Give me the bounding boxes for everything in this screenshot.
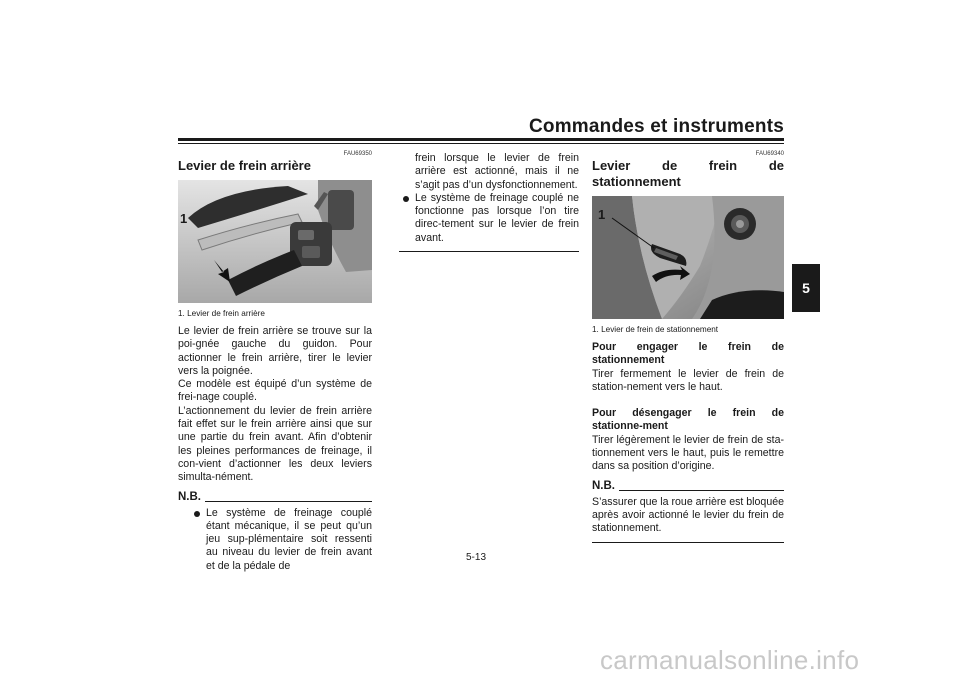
chapter-tab: 5	[792, 264, 820, 312]
header-rule	[178, 138, 784, 141]
bullet-text: Le système de freinage couplé étant mécanique, il se peut qu’un jeu sup-plémentaire soit ressenti au niveau du levier de frein avant et de la pédale de	[206, 506, 372, 572]
section-title: Levier de frein de stationnement	[592, 158, 784, 189]
page-header-title: Commandes et instruments	[528, 116, 784, 137]
body-paragraph: L’actionnement du levier de frein arrière fait effet sur le frein arrière ainsi que sur une partie du frein avant. Afin d’obtenir les pleines performances de freinage, il con-vient d’actionner les deux leviers simulta-nément.	[178, 404, 372, 484]
nb-heading	[178, 491, 372, 504]
middle-column	[399, 152, 579, 252]
reference-code: FAU69340	[755, 151, 784, 157]
body-paragraph: Le levier de frein arrière se trouve sur la poi-gnée gauche du guidon. Pour actionner le frein arrière, tirer le levier vers la poignée.	[178, 325, 372, 377]
figure-caption: 1. Levier de frein de stationnement	[592, 325, 719, 334]
bullet-text: Le système de freinage couplé ne fonctionne pas lorsque l’on tire direc-tement sur le levier de frein avant.	[415, 191, 579, 244]
page-number: 5-13	[466, 552, 487, 563]
reference-code: FAU69350	[343, 151, 372, 157]
disengage-heading: Pour désengager le frein de stationne-ment	[592, 407, 784, 433]
left-column	[178, 150, 372, 573]
header-rule-thin	[178, 143, 784, 144]
rear-brake-lever-photo	[178, 180, 372, 303]
handlebar-illustration	[178, 180, 372, 303]
body-paragraph: Tirer légèrement le levier de frein de sta-tionnement vers le haut, puis le remettre dans sa position d’origine.	[592, 433, 784, 473]
note-end-rule	[592, 542, 784, 543]
note-bullet	[399, 192, 579, 245]
figure-caption: 1. Levier de frein arrière	[178, 309, 265, 318]
bullet-icon	[403, 196, 409, 202]
note-end-rule	[399, 251, 579, 252]
right-column	[592, 150, 784, 543]
note-bullet	[190, 507, 372, 573]
watermark-text: carmanualsonline.info	[600, 645, 860, 675]
body-paragraph: Tirer fermement le levier de frein de station-nement vers le haut.	[592, 367, 784, 393]
note-bullet-continuation	[399, 152, 579, 192]
bullet-text: frein lorsque le levier de frein arrière est actionné, mais il ne s’agit pas d’un dysfonctionnement.	[415, 152, 579, 191]
nb-label: N.B.	[178, 490, 201, 503]
bullet-icon	[194, 511, 200, 517]
body-paragraph: Ce modèle est équipé d’un système de frei-nage couplé.	[178, 378, 372, 404]
callout-number: 1	[598, 207, 606, 222]
section-title: Levier de frein arrière	[178, 158, 311, 173]
nb-label: N.B.	[592, 479, 615, 492]
nb-rule	[205, 501, 372, 502]
nb-text: S’assurer que la roue arrière est bloquée après avoir actionné le levier du frein de stationnement.	[592, 495, 784, 535]
nb-rule	[619, 490, 784, 491]
nb-heading	[592, 480, 784, 493]
engage-heading: Pour engager le frein de stationnement	[592, 341, 784, 367]
parking-brake-illustration	[592, 196, 784, 319]
callout-number: 1	[180, 211, 188, 226]
parking-brake-lever-photo	[592, 196, 784, 319]
